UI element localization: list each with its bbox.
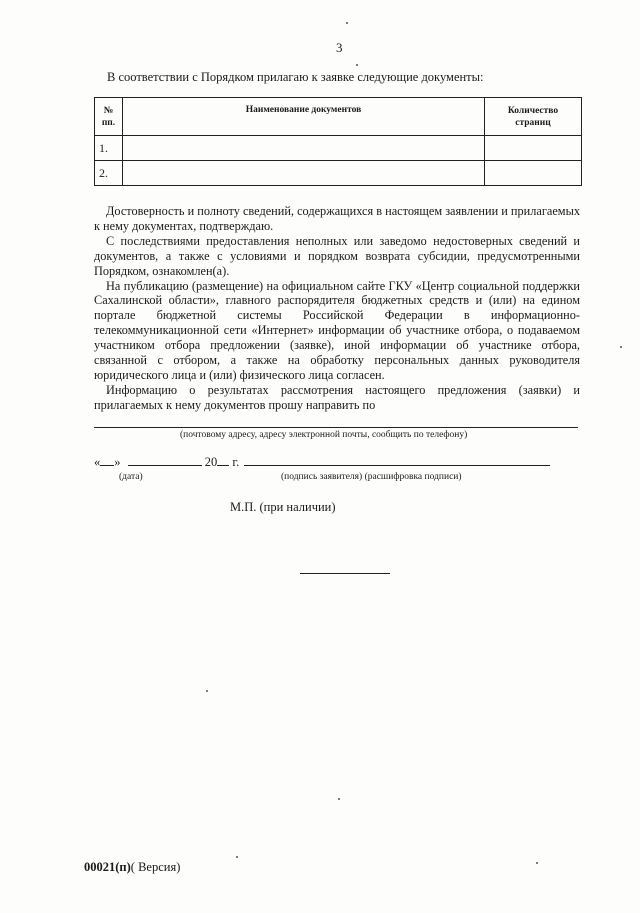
signature-row: [94, 455, 550, 470]
header-page-count: Количество страниц: [485, 98, 582, 136]
table-header-row: [95, 98, 582, 136]
row-page-count: [485, 136, 582, 161]
header-document-name: Наименование документов: [123, 98, 485, 136]
documents-table: [94, 97, 582, 186]
scan-speck: [536, 862, 538, 864]
scan-speck: [346, 22, 348, 24]
paragraph-results-delivery: Информацию о результатах рассмотрения настоящего предложения (заявки) и прилагаемых к нему документов прошу направить по: [94, 382, 580, 412]
year-suffix: г.: [232, 455, 240, 469]
row-document-name: [123, 161, 485, 186]
table-row: [95, 136, 582, 161]
row-number: 2.: [95, 161, 123, 186]
page-number: 3: [336, 40, 343, 55]
footer-version: [84, 860, 180, 875]
scan-speck: [620, 346, 622, 348]
address-caption: (почтовому адресу, адресу электронной почты, сообщить по телефону): [180, 430, 468, 440]
row-number: 1.: [95, 136, 123, 161]
declaration-text: [94, 204, 580, 413]
address-line: [94, 427, 578, 428]
stamp-place: М.П. (при наличии): [230, 500, 336, 514]
table-row: [95, 161, 582, 186]
signature-caption: (подпись заявителя) (расшифровка подписи): [281, 472, 462, 482]
scan-speck: [356, 64, 358, 66]
end-line: [300, 573, 390, 574]
document-code: 00021(п): [84, 860, 131, 874]
year-prefix: 20: [204, 455, 218, 469]
date-caption: (дата): [119, 472, 143, 482]
intro-text: В соответствии с Порядком прилагаю к заявке следующие документы:: [107, 70, 484, 84]
close-quote: »: [114, 455, 121, 469]
scan-speck: [206, 690, 208, 692]
paragraph-consequences: С последствиями предоставления неполных или заведомо недостоверных сведений и документов, а также с условиями и порядком возврата субсидии, предусмотренными Порядком, ознакомлен(а).: [94, 233, 580, 278]
scan-speck: [338, 798, 340, 800]
scan-speck: [236, 856, 238, 858]
row-page-count: [485, 161, 582, 186]
paragraph-accuracy: Достоверность и полноту сведений, содержащихся в настоящем заявлении и прилагаемых к нему документах, подтверждаю.: [94, 204, 580, 233]
paragraph-publication-consent: На публикацию (размещение) на официальном сайте ГКУ «Центр социальной поддержки Сахалинской области», главного распорядителя бюджетных средств и (или) на едином портале бюджетной системы Российской Федерации в информационно-телекоммуникационной сети «Интернет» информации об участнике отбора, о подаваемом участником отбора предложении (заявке), иной информации об участнике отбора, связанной с отбором, а также на обработку персональных данных руководителя юридического лица и (или) физического лица согласен.: [94, 278, 580, 382]
row-document-name: [123, 136, 485, 161]
header-number: № пп.: [95, 98, 123, 136]
open-quote: «: [94, 455, 101, 469]
version-label: ( Версия): [130, 860, 181, 874]
